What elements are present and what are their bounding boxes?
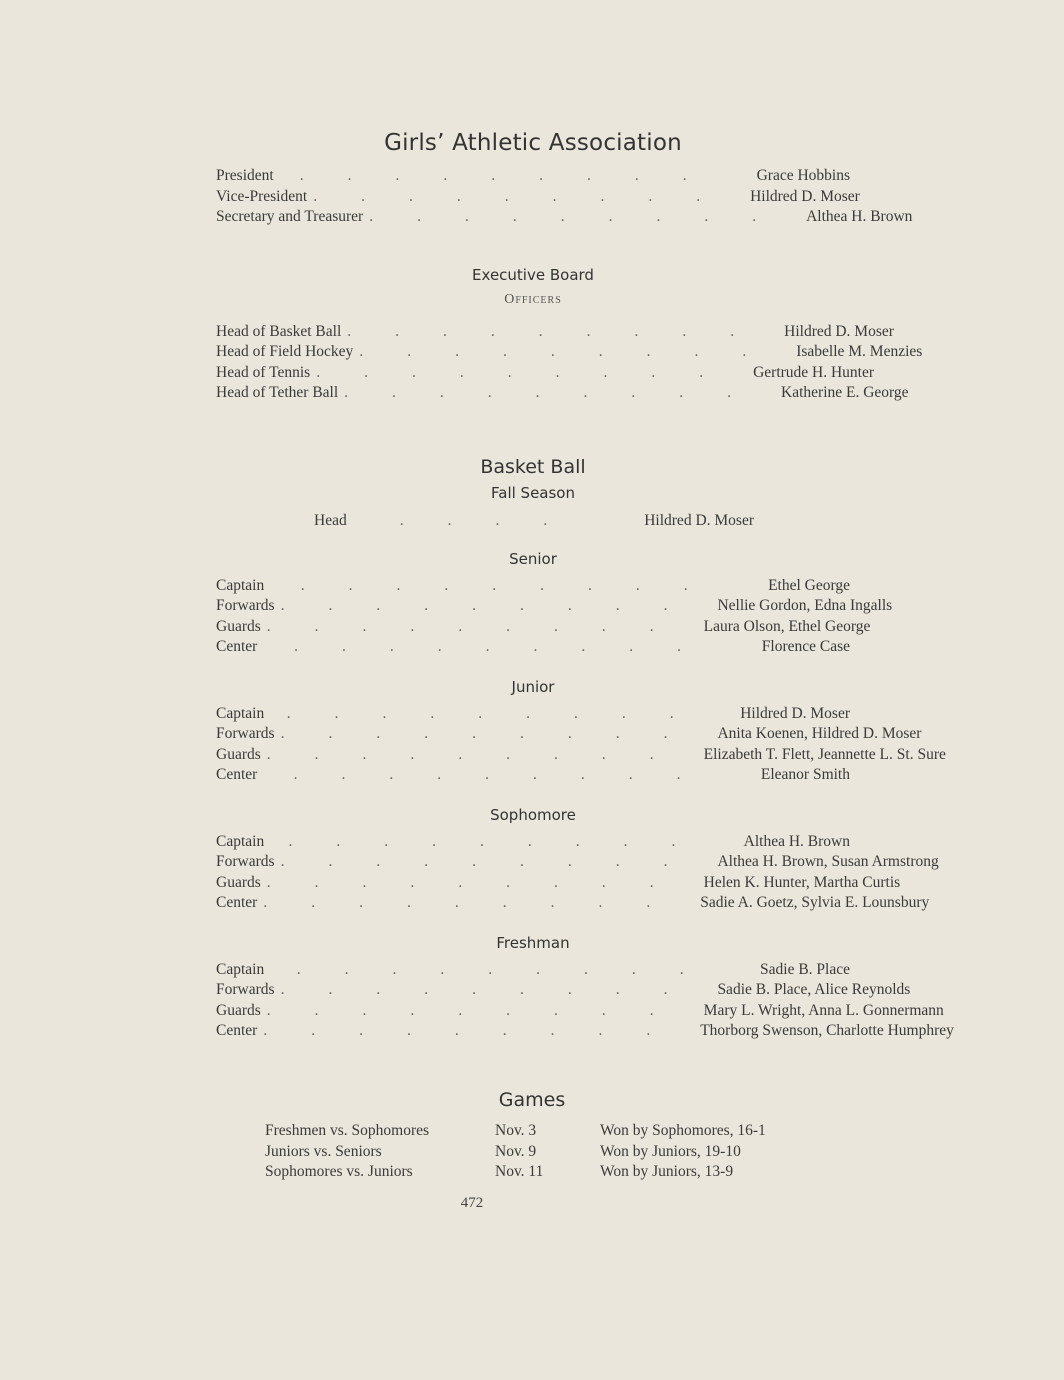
executive-board-subheading: Officers [504, 291, 562, 307]
position-label: Captain [216, 832, 265, 850]
position-label: Captain [216, 704, 265, 722]
board-name: Gertrude H. Hunter [753, 363, 875, 381]
officer-name: Hildred D. Moser [750, 187, 860, 205]
board-name: Katherine E. George [781, 384, 909, 401]
leader-dots: ......... [263, 894, 695, 911]
board-role: Head of Field Hockey [216, 343, 354, 360]
game-result: Won by Juniors, 13-9 [600, 1163, 734, 1180]
leader-dots: ......... [266, 1001, 698, 1019]
team-row [216, 765, 850, 786]
page-number: 472 [460, 1195, 484, 1211]
board-row [216, 322, 894, 343]
team-senior [216, 549, 893, 658]
leader-dots: ......... [369, 208, 801, 225]
players: Eleanor Smith [760, 766, 850, 783]
game-match: Juniors vs. Seniors [265, 1142, 382, 1160]
leader-dots: ......... [344, 384, 776, 401]
players: Hildred D. Moser [740, 704, 850, 722]
season-heading: Fall Season [491, 483, 575, 502]
team-row [216, 637, 850, 658]
team-row [216, 893, 930, 914]
leader-dots: ......... [280, 981, 712, 998]
team-heading: Sophomore [490, 805, 576, 824]
game-row [265, 1142, 805, 1163]
leader-dots: ......... [296, 960, 728, 978]
officer-row [216, 166, 850, 187]
team-row [216, 873, 901, 894]
game-date: Nov. 9 [495, 1142, 537, 1160]
position-label: Center [216, 894, 258, 911]
leader-dots: ......... [294, 638, 725, 655]
team-heading: Senior [509, 549, 557, 568]
team-sophomore [216, 805, 939, 914]
officer-role: Secretary and Treasurer [216, 208, 364, 225]
team-row [216, 852, 939, 873]
game-match: Freshmen vs. Sophomores [265, 1122, 430, 1139]
position-label: Guards [216, 745, 261, 763]
officer-role: President [216, 167, 274, 184]
position-label: Center [216, 766, 258, 783]
team-row [216, 960, 850, 981]
players: Althea H. Brown, Susan Armstrong [717, 853, 939, 870]
officer-row [216, 187, 860, 208]
position-label: Guards [216, 617, 261, 635]
basket-ball-section [216, 455, 954, 1042]
executive-board [216, 265, 923, 404]
team-row [216, 1021, 954, 1042]
position-label: Captain [216, 576, 265, 594]
players: Thorborg Swenson, Charlotte Humphrey [700, 1022, 954, 1039]
officer-name: Althea H. Brown [806, 208, 913, 225]
board-name: Isabelle M. Menzies [796, 343, 923, 360]
team-row [216, 1001, 944, 1022]
leader-dots: ......... [280, 725, 712, 742]
position-label: Forwards [216, 725, 275, 742]
leader-dots: ......... [313, 187, 745, 205]
basket-ball-heading: Basket Ball [480, 455, 586, 478]
board-role: Head of Basket Ball [216, 322, 342, 340]
leader-dots: ......... [359, 343, 791, 360]
position-label: Guards [216, 1001, 261, 1019]
team-row [216, 980, 911, 1001]
players: Sadie B. Place [760, 960, 850, 978]
board-row [216, 342, 923, 363]
head-row [314, 512, 754, 530]
board-name: Hildred D. Moser [784, 322, 894, 340]
players: Ethel George [768, 576, 850, 594]
page-content [216, 130, 954, 1042]
team-heading: Junior [511, 677, 555, 696]
game-result: Won by Juniors, 19-10 [600, 1142, 741, 1160]
position-label: Forwards [216, 853, 275, 870]
position-label: Center [216, 1022, 258, 1039]
board-role: Head of Tether Ball [216, 384, 339, 401]
board-row [216, 383, 909, 404]
leader-dots: ......... [293, 766, 725, 783]
team-freshman [216, 933, 954, 1042]
leader-dots: ......... [266, 617, 698, 635]
players: Anita Koenen, Hildred D. Moser [717, 725, 922, 742]
position-label: Guards [216, 873, 261, 891]
games-heading: Games [498, 1089, 566, 1111]
game-row [265, 1162, 805, 1183]
game-match: Sophomores vs. Juniors [265, 1163, 413, 1180]
players: Althea H. Brown [743, 832, 850, 850]
leader-dots: ......... [280, 597, 712, 614]
team-row [216, 832, 850, 853]
team-junior [216, 677, 946, 786]
games-table [265, 1121, 805, 1183]
team-row [216, 596, 893, 617]
position-label: Forwards [216, 981, 275, 998]
team-row [216, 724, 922, 745]
head-name: Hildred D. Moser [644, 511, 754, 529]
officer-row [216, 207, 913, 228]
game-row [265, 1121, 805, 1142]
team-row [216, 745, 946, 766]
officer-role: Vice-President [216, 187, 308, 205]
leader-dots: ......... [266, 873, 698, 891]
executive-board-heading: Executive Board [472, 265, 594, 284]
page-title: Girls’ Athletic Association [384, 130, 682, 156]
leader-dots: ......... [266, 745, 698, 763]
leader-dots: ......... [347, 322, 779, 340]
players: Nellie Gordon, Edna Ingalls [717, 597, 893, 614]
officer-name: Grace Hobbins [756, 167, 850, 184]
position-label: Captain [216, 960, 265, 978]
leader-dots: ......... [300, 576, 732, 594]
team-row [216, 576, 850, 597]
players: Sadie A. Goetz, Sylvia E. Lounsbury [700, 894, 930, 911]
leader-dots: ......... [316, 363, 748, 381]
position-label: Forwards [216, 597, 275, 614]
team-heading: Freshman [496, 933, 570, 952]
team-row [216, 617, 871, 638]
players: Sadie B. Place, Alice Reynolds [717, 981, 911, 998]
players: Mary L. Wright, Anna L. Gonnermann [703, 1001, 944, 1019]
players: Florence Case [761, 638, 850, 655]
players: Elizabeth T. Flett, Jeannette L. St. Sure [703, 745, 946, 763]
board-role: Head of Tennis [216, 363, 311, 381]
leader-dots: .... [399, 511, 592, 529]
players: Laura Olson, Ethel George [703, 617, 871, 635]
players: Helen K. Hunter, Martha Curtis [703, 873, 901, 891]
leader-dots: ......... [288, 832, 720, 850]
board-row [216, 363, 875, 384]
leader-dots: ......... [299, 167, 731, 184]
association-officers [216, 166, 913, 228]
head-label: Head [314, 511, 347, 529]
team-row [216, 704, 850, 725]
leader-dots: ......... [263, 1022, 695, 1039]
game-date: Nov. 11 [495, 1163, 544, 1180]
leader-dots: ......... [280, 853, 712, 870]
game-date: Nov. 3 [495, 1122, 537, 1139]
position-label: Center [216, 638, 258, 655]
leader-dots: ......... [286, 704, 718, 722]
game-result: Won by Sophomores, 16-1 [600, 1122, 766, 1139]
